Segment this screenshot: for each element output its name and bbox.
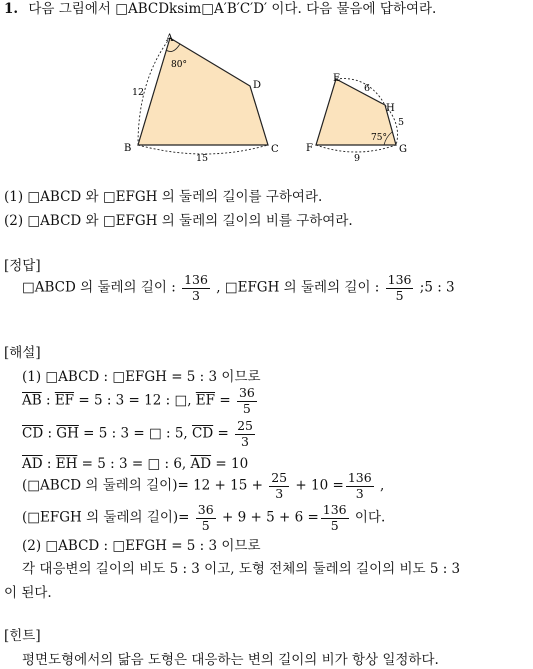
label-b: B (124, 143, 132, 154)
question-1: (1) □ABCD 와 □EFGH 의 둘레의 길이를 구하여라. (4, 189, 323, 205)
label-c: C (271, 144, 279, 155)
segment-ef: $\overline{EF}$ (54, 392, 75, 409)
plus-ten: + 10 = (291, 477, 344, 494)
segment-ad: $\overline{AD}$ (190, 456, 212, 472)
fraction-36-5 (237, 387, 257, 415)
label-side-12: 12 (132, 87, 145, 98)
answer-line (22, 274, 455, 302)
fraction-136-5 (321, 504, 349, 532)
fraction-denominator: 3 (275, 485, 284, 501)
problem-statement (4, 3, 436, 17)
solution-line-1: (1) □ABCD : □EFGH = 5 : 3 이므로 (22, 369, 261, 385)
label-h: H (386, 103, 395, 114)
segment-cd: $\overline{CD}$ (192, 425, 214, 442)
ratio-text: = 5 : 3 = □ : 6, (77, 456, 191, 472)
solution-line-5 (22, 472, 384, 500)
ending: 이다. (350, 509, 386, 526)
equals: = (215, 392, 235, 409)
hint-header: [힌트] (4, 628, 41, 644)
question-2: (2) □ABCD 와 □EFGH 의 둘레의 길이의 비를 구하여라. (4, 213, 353, 229)
problem-number: 1. (4, 1, 19, 17)
figure-efgh (306, 73, 407, 164)
fraction-numerator: 36 (197, 502, 214, 517)
label-angle-80: 80° (171, 60, 187, 70)
fraction-numerator: 136 (184, 272, 208, 287)
fraction-numerator: 25 (237, 418, 253, 433)
label-e: E (333, 73, 341, 84)
answer-fraction-2 (386, 274, 414, 302)
ratio-colon: : (41, 392, 55, 409)
answer-header: [정답] (4, 258, 41, 274)
fraction-denominator: 3 (241, 433, 249, 449)
fraction-denominator: 3 (192, 287, 200, 303)
label-side-5: 5 (398, 117, 405, 128)
fraction-denominator: 5 (395, 287, 404, 303)
answer-fraction-1 (182, 274, 210, 302)
arc-fg (316, 145, 396, 152)
segment-cd: $\overline{CD}$ (22, 425, 44, 442)
label-d: D (253, 80, 262, 91)
solution-header: [해설] (4, 345, 41, 361)
fraction-denominator: 5 (242, 400, 251, 416)
figure-abcd (124, 33, 279, 164)
label-a: A (166, 33, 174, 44)
fraction-numerator: 136 (387, 272, 412, 287)
solution-line-3 (22, 420, 257, 448)
fraction-numerator: 136 (347, 470, 372, 485)
solution-line-9: 이 된다. (4, 585, 52, 601)
label-f: F (306, 143, 313, 154)
label-angle-75: 75° (371, 133, 387, 143)
label-side-15: 15 (196, 153, 209, 164)
quad-abcd (138, 38, 268, 145)
label-g: G (399, 144, 407, 155)
quadrilateral-figures (0, 25, 533, 200)
answer-part1: □ABCD 의 둘레의 길이 : (22, 279, 176, 296)
ratio-colon: : (43, 425, 57, 442)
answer-part3: ;5 : 3 (419, 279, 455, 296)
fraction-25-3 (235, 420, 255, 448)
ratio-text: = 5 : 3 = □ : 5, (78, 425, 193, 442)
comma: , (375, 477, 385, 494)
fraction-numerator: 36 (238, 385, 255, 400)
fraction-25-3 (269, 472, 289, 500)
segment-ad: $\overline{AD}$ (22, 456, 43, 472)
label-side-6: 6 (364, 83, 371, 94)
fraction-denominator: 5 (330, 517, 339, 533)
ratio-text: = 5 : 3 = 12 : □, (74, 392, 196, 409)
segment-gh: $\overline{GH}$ (56, 425, 79, 442)
fraction-denominator: 3 (355, 485, 364, 501)
fraction-denominator: 5 (201, 517, 210, 533)
solution-line-2 (22, 387, 259, 415)
ratio-colon: : (42, 456, 56, 472)
solution-line-4 (22, 458, 248, 472)
perimeter-abcd-text: (□ABCD 의 둘레의 길이)= 12 + 15 + (22, 477, 268, 494)
problem-text: 다음 그림에서 □ABCDksim□A′B′C′D′ 이다. 다음 물음에 답하여라. (28, 1, 437, 17)
sum-text: + 9 + 5 + 6 = (217, 509, 319, 526)
equals-10: = 10 (211, 456, 249, 472)
hint-text: 평면도형에서의 닮음 도형은 대응하는 변의 길이의 비가 항상 일정하다. (22, 652, 439, 668)
fraction-numerator: 25 (271, 470, 288, 485)
segment-ab: $\overline{AB}$ (22, 392, 42, 409)
segment-ef: $\overline{EF}$ (195, 392, 216, 409)
answer-part2: , □EFGH 의 둘레의 길이 : (216, 279, 380, 296)
solution-line-6 (22, 504, 385, 532)
equals: = (213, 425, 234, 442)
label-side-9: 9 (354, 153, 361, 164)
solution-line-8: 각 대응변의 길이의 비도 5 : 3 이고, 도형 전체의 둘레의 길이의 비도 5 : 3 (22, 561, 461, 577)
solution-line-7: (2) □ABCD : □EFGH = 5 : 3 이므로 (22, 538, 261, 554)
fraction-numerator: 136 (322, 502, 347, 517)
fraction-136-3 (346, 472, 374, 500)
fraction-36-5 (196, 504, 216, 532)
segment-eh: $\overline{EH}$ (55, 456, 78, 472)
perimeter-efgh-text: (□EFGH 의 둘레의 길이)= (22, 509, 194, 526)
